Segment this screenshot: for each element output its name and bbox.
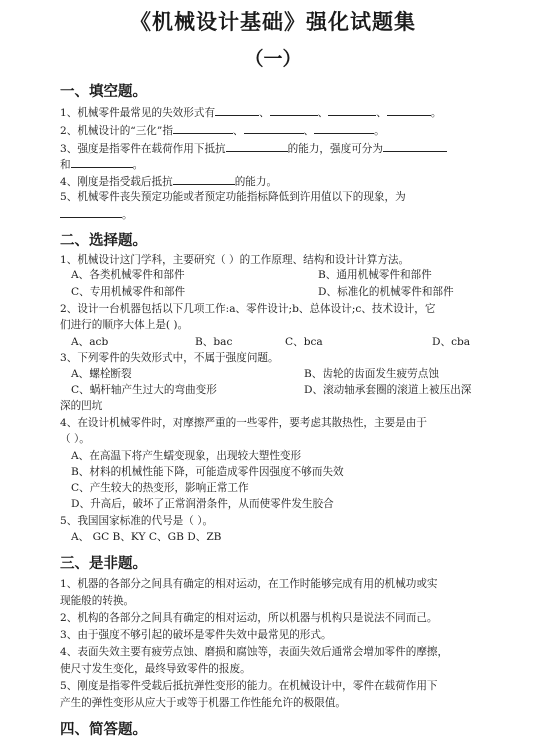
fill-question-5-cont [60,207,133,222]
choice-option-d-cont: 深的凹坑 [60,400,103,412]
choice-option-c: C、bca [285,336,323,348]
choice-option-a: A、acb [71,336,109,348]
fill-question-2 [60,123,385,138]
choice-question-4: 4、在设计机械零件时，对摩擦严重的一些零件，要考虑其散热性，主要是由于 [60,417,427,429]
section-heading-judge: 三、是非题。 [60,556,147,572]
fill-question-3 [60,141,447,156]
choice-option-c: C、专用机械零件和部件 [71,286,186,298]
question-text: 的能力，强度可分为 [287,143,383,155]
answer-blank [387,105,431,116]
choice-option-b: B、齿轮的齿面发生疲劳点蚀 [304,368,439,380]
question-text: 、 [259,107,270,119]
document-subtitle: （一） [244,48,302,70]
choice-question-3: 3、下列零件的失效形式中，不属于强度问题。 [60,352,279,364]
choice-option-b: B、材料的机械性能下降，可能造成零件因强度不够而失效 [71,466,344,478]
question-text: 。 [122,209,133,221]
document-title: 《机械设计基础》强化试题集 [130,10,416,34]
choice-question-1: 1、机械设计这门学科，主要研究（ ）的工作原理、结构和设计计算方法。 [60,254,410,266]
choice-option-d: D、cba [432,336,471,348]
judge-question-5: 5、刚度是指零件受载后抵抗弹性变形的能力。在机械设计中，零件在载荷作用下 [60,680,438,692]
answer-blank [383,141,447,152]
judge-question-1-cont: 现能般的转换。 [60,595,135,607]
question-text: 、 [317,107,329,119]
choice-option-b: B、通用机械零件和部件 [318,269,432,281]
fill-question-4 [60,174,277,189]
judge-question-2: 2、机构的各部分之间具有确定的相对运动，所以机器与机构只是说法不同而己。 [60,612,438,624]
fill-question-5: 5、机械零件丧失预定功能或者预定功能指标降低到许用值以下的现象，为 [60,191,406,203]
answer-blank [215,105,259,116]
question-text: 、 [232,125,244,137]
choice-question-2-cont: 们进行的顺序大体上是( )。 [60,319,189,331]
choice-options-row: A、 GC B、KY C、GB D、ZB [71,531,222,543]
choice-option-a: A、螺栓断裂 [71,368,132,380]
choice-question-2: 2、设计一台机器包括以下几项工作:a、零件设计;b、总体设计;c、技术设计，它 [60,303,436,315]
section-heading-fill: 一、填空题。 [60,84,147,100]
choice-option-c: C、蜗杆轴产生过大的弯曲变形 [71,384,217,396]
question-text: 2、机械设计的“三化”指 [60,125,173,137]
judge-question-1: 1、机器的各部分之间具有确定的相对运动，在工作时能够完成有用的机械功或实 [60,578,438,590]
fill-question-1 [60,105,441,120]
judge-question-3: 3、由于强度不够引起的破坏是零件失效中最常见的形式。 [60,629,332,641]
judge-question-5-cont: 产生的弹性变形从应大于或等于机器工作性能允许的极限值。 [60,697,347,709]
answer-blank [328,105,376,116]
question-text: 1、机械零件最常见的失效形式有 [60,107,216,119]
judge-question-4-cont: 使尺寸发生变化，最终导致零件的报废。 [60,663,251,675]
question-text: 。 [430,107,442,119]
choice-question-4-cont: （ ）。 [60,433,90,445]
choice-option-a: A、各类机械零件和部件 [71,269,185,281]
choice-question-5: 5、我国国家标准的代号是（ ）。 [60,515,214,527]
question-text: 。 [132,159,144,171]
choice-option-d: D、标准化的机械零件和部件 [318,286,454,298]
answer-blank [244,123,304,134]
answer-blank [226,141,288,152]
question-text: 、 [376,107,387,119]
choice-option-a: A、在高温下将产生蠕变现象，出现较大塑性变形 [71,450,302,462]
choice-option-c: C、产生较大的热变形，影响正常工作 [71,482,249,494]
answer-blank [270,105,318,116]
question-text: 的能力。 [234,176,278,188]
question-text: 。 [374,125,385,137]
question-text: 3、强度是指零件在载荷作用下抵抗 [60,143,226,155]
answer-blank [60,207,122,218]
question-text: 和 [60,159,71,171]
question-text: 、 [303,125,315,137]
answer-blank [71,157,133,168]
answer-blank [173,123,233,134]
answer-blank [173,174,235,185]
judge-question-4: 4、表面失效主要有疲劳点蚀、磨损和腐蚀等，表面失效后通常会增加零件的摩擦， [60,646,449,658]
fill-question-3-cont [60,157,143,172]
answer-blank [314,123,374,134]
choice-option-d: D、升高后，破坏了正常润滑条件，从而使零件发生胶合 [71,498,334,510]
section-heading-choice: 二、选择题。 [60,233,147,249]
choice-option-d: D、滚动轴承套圈的滚道上被压出深 [304,384,472,396]
choice-option-b: B、bac [195,336,233,348]
question-text: 4、刚度是指受载后抵抗 [60,176,173,188]
section-heading-short-answer: 四、简答题。 [60,722,147,738]
